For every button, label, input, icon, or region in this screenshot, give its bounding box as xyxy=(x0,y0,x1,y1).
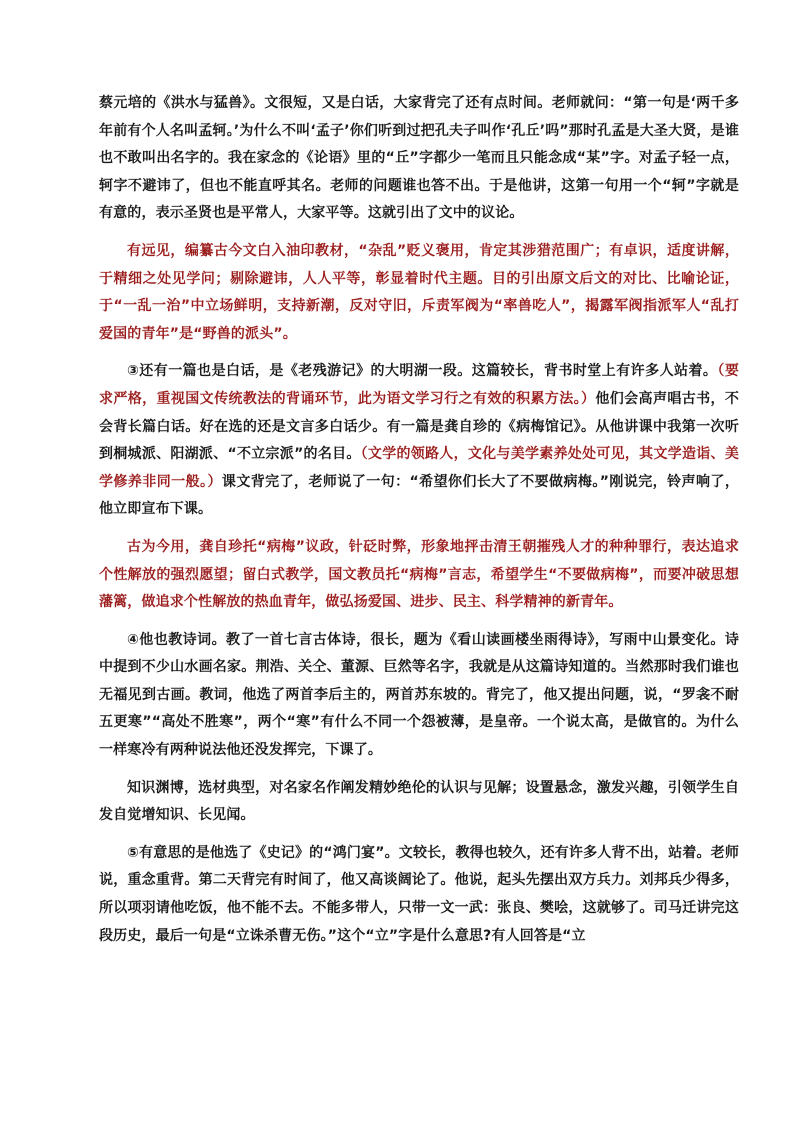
paragraph-3-run-2: 他们会高声唱古书，不会背长篇白话。好在选的还是文言多白话少。有一篇是龚自珍的《病梅馆记》。从他讲课中我第一次听到桐城派、阳湖派、“不立宗派”的名目。 xyxy=(99,390,740,463)
paragraph-2-text: 有远见，编纂古今文白入油印教材，“杂乱”贬义褒用，肯定其涉猎范围广；有卓识，适度讲解，于精细之处见学问；剔除避讳，人人平等，彰显着时代主题。目的引出原文后文的对比、比喻论证，于“一乱一治”中立场鲜明，支持新潮，反对守旧，斥责军阀为“率兽吃人”，揭露军阀指派军人“乱打爱国的青年”是“野兽的派头”。 xyxy=(99,242,739,342)
paragraph-4-text: 古为今用，龚自珍托“病梅”议政，针砭时弊，形象地抨击清王朝摧残人才的种种罪行，表达追求个性解放的强烈愿望；留白式教学，国文教员托“病梅”言志，希望学生“不要做病梅”，而要冲破思想藩篱，做追求个性解放的热血青年，做弘扬爱国、进步、民主、科学精神的新青年。 xyxy=(99,538,739,611)
document-page xyxy=(99,90,739,960)
paragraph-7-text: ⑤有意思的是他选了《史记》的“鸿门宴”。文较长，教得也较久，还有许多人背不出，站着。老师说，重念重背。第二天背完有时间了，他又高谈阔论了。他说，起头先摆出双方兵力。刘邦兵少得多，所以项羽请他吃饭，他不能不去。不能多带人，只带一文一武：张良、樊哙，这就够了。司马迁讲完这段历史，最后一句是“立诛杀曹无伤。”这个“立”字是什么意思?有人回答是“立 xyxy=(99,844,739,944)
paragraph-3-note-1: （要求严格，重视国文传统教法的背诵环节，此为语文学习行之有效的积累方法。） xyxy=(99,363,739,407)
paragraph-3-run-1: ③还有一篇也是白话，是《老残游记》的大明湖一段。这篇较长，背书时堂上有许多人站着。 xyxy=(127,363,718,380)
paragraph-3 xyxy=(99,358,739,524)
paragraph-5 xyxy=(99,627,739,765)
paragraph-1 xyxy=(99,90,739,228)
paragraph-6-text: 知识渊博，选材典型，对名家名作阐发精妙绝伦的认识与见解；设置悬念，激发兴趣，引领学生自发自觉增知识、长见闻。 xyxy=(99,779,739,824)
paragraph-3-note-2: （文学的领路人，文化与美学素养处处可见，其文学造诣、美学修养非同一般。） xyxy=(99,446,739,490)
paragraph-5-text: ④他也教诗词。教了一首七言古体诗，很长，题为《看山读画楼坐雨得诗》，写雨中山景变化。诗中提到不少山水画名家。荆浩、关仝、董源、巨然等名字，我就是从这篇诗知道的。当然那时我们谁也无福见到古画。教词，他选了两首李后主的，两首苏东坡的。背完了，他又提出问题，说，“罗衾不耐五更寒”“高处不胜寒”，两个“寒”有什么不同一个怨被薄，是皇帝。一个说太高，是做官的。为什么一样寒冷有两种说法他还没发挥完，下课了。 xyxy=(99,631,739,759)
paragraph-4-commentary xyxy=(99,534,739,617)
paragraph-7 xyxy=(99,840,739,950)
paragraph-1-text: 蔡元培的《洪水与猛兽》。文很短，又是白话，大家背完了还有点时间。老师就问：“第一句是‘两千多年前有个人名叫孟轲。’为什么不叫‘孟子’你们听到过把孔夫子叫作‘孔丘’吗”那时孔孟是大圣大贤，是谁也不敢叫出名字的。我在家念的《论语》里的“丘”字都少一笔而且只能念成“某”字。对孟子轻一点，轲字不避讳了，但也不能直呼其名。老师的问题谁也答不出。于是他讲，这第一句用一个“轲”字就是有意的，表示圣贤也是平常人，大家平等。这就引出了文中的议论。 xyxy=(99,95,739,222)
paragraph-3-run-3: 课文背完了，老师说了一句：“希望你们长大了不要做病梅。”刚说完，铃声响了，他立即宣布下课。 xyxy=(99,473,739,518)
paragraph-6-commentary xyxy=(99,775,739,830)
paragraph-2-commentary xyxy=(99,238,739,348)
